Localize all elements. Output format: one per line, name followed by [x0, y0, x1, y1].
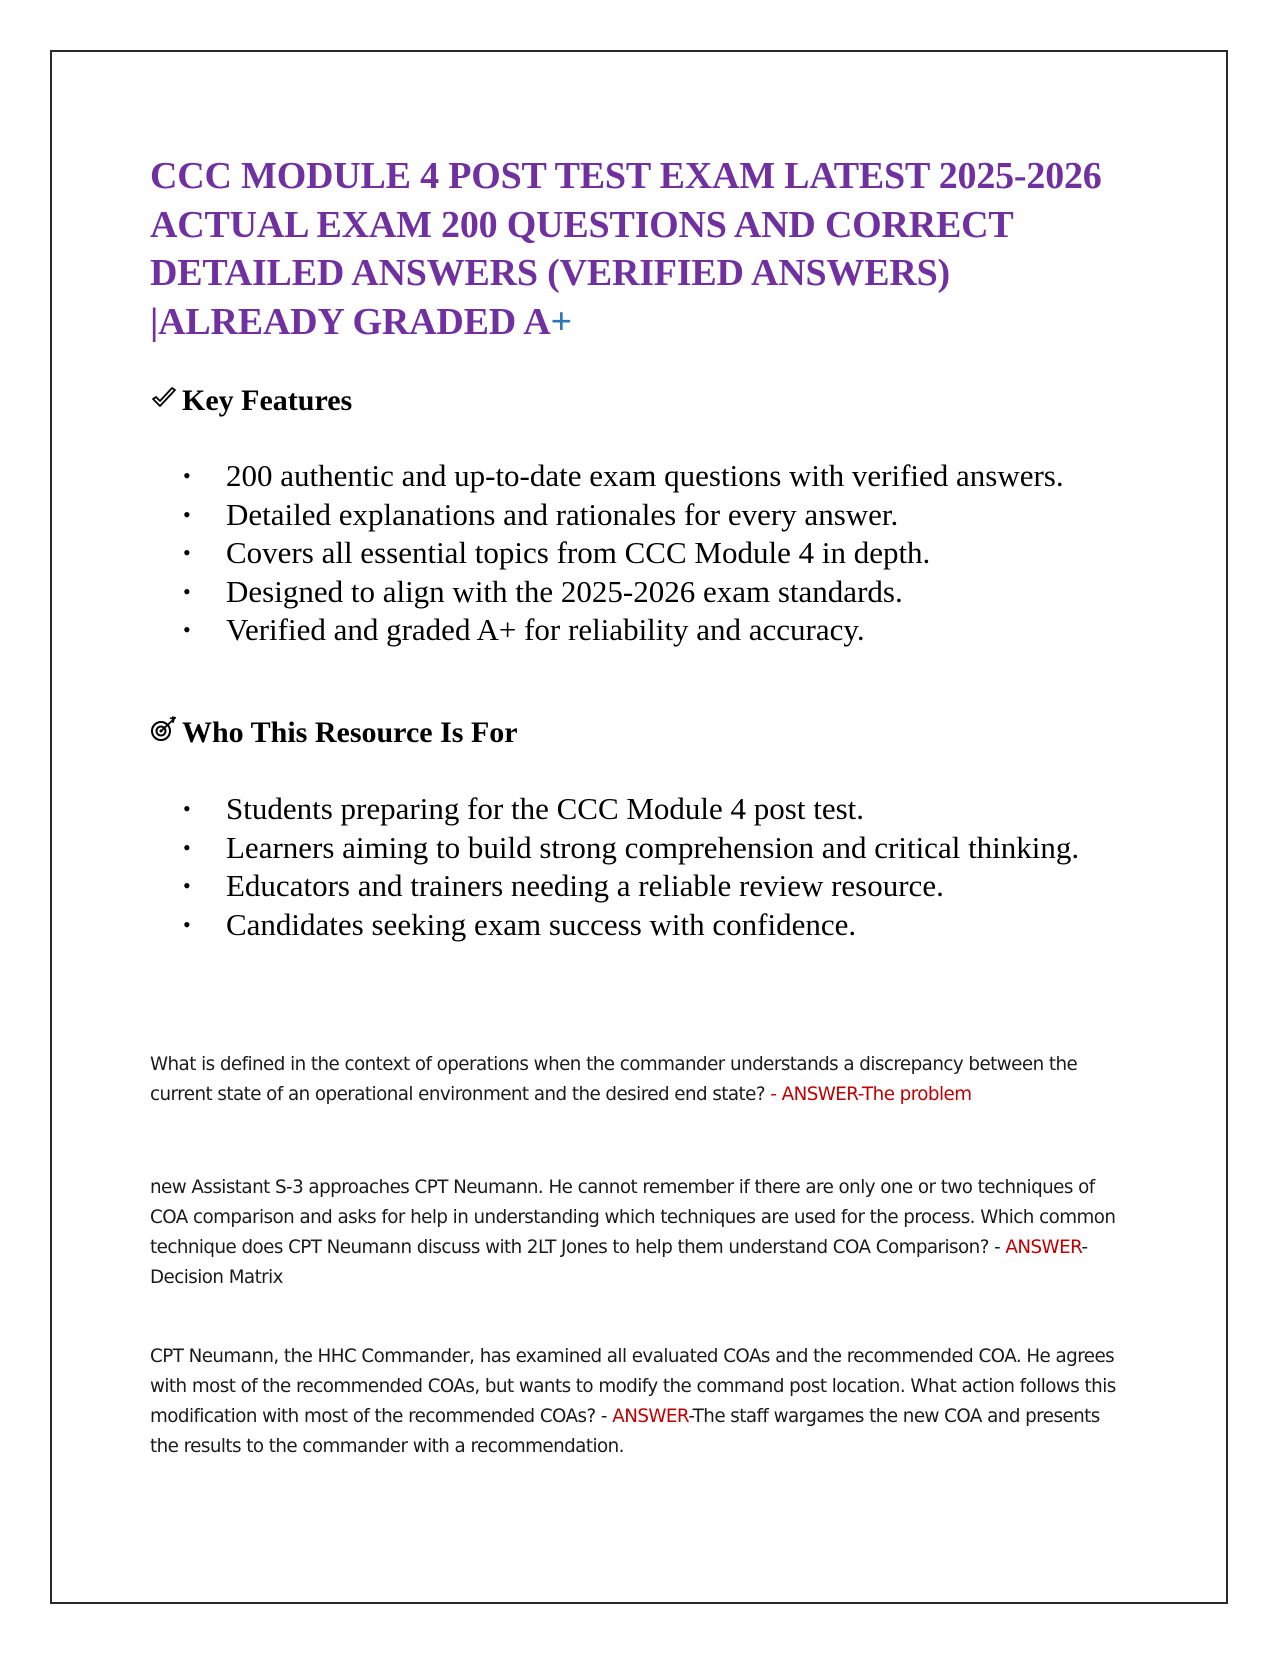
answer-separator: -	[765, 1084, 782, 1105]
list-item: • Designed to align with the 2025-2026 exam standards.	[150, 573, 1090, 612]
question-block	[150, 1173, 1130, 1293]
answer-separator: -	[988, 1237, 1006, 1258]
answer-label: ANSWER	[1005, 1237, 1082, 1258]
key-features-heading	[150, 383, 352, 419]
key-features-heading-text: Key Features	[182, 384, 353, 417]
audience-heading-text: Who This Resource Is For	[182, 716, 518, 749]
answer-label: ANSWER	[612, 1406, 689, 1427]
question-text: CPT Neumann, the HHC Commander, has examined all evaluated COAs and the recommended COA. He agrees with most of the recommended COAs, but wants to modify the command post location. What action follows this modification with most of the recommended COAs?	[150, 1346, 1116, 1427]
title-plus: +	[550, 300, 572, 343]
answer-label: ANSWER	[781, 1084, 858, 1105]
list-item: • Verified and graded A+ for reliability and accuracy.	[150, 611, 1090, 650]
list-item: • Detailed explanations and rationales for every answer.	[150, 496, 1090, 535]
list-item: • Students preparing for the CCC Module 4 post test.	[150, 790, 1090, 829]
document-title	[150, 152, 1150, 346]
audience-heading	[150, 715, 518, 751]
list-item: • 200 authentic and up-to-date exam questions with verified answers.	[150, 457, 1090, 496]
target-icon	[150, 715, 182, 751]
audience-list	[150, 790, 1090, 944]
title-line: DETAILED ANSWERS (VERIFIED ANSWERS)	[150, 252, 950, 294]
question-text: What is defined in the context of operations when the commander understands a discrepancy between the current state of an operational environment and the desired end state?	[150, 1054, 1078, 1105]
key-features-list	[150, 457, 1090, 650]
answer-text: -Decision Matrix	[150, 1237, 1088, 1288]
list-item: • Educators and trainers needing a reliable review resource.	[150, 867, 1090, 906]
list-item: • Covers all essential topics from CCC Module 4 in depth.	[150, 534, 1090, 573]
title-line	[150, 298, 1150, 347]
answer-text: -The staff wargames the new COA and presents the results to the commander with a recommendation.	[150, 1406, 1100, 1457]
answer-separator: -	[595, 1406, 613, 1427]
question-block	[150, 1050, 1130, 1110]
title-line: CCC MODULE 4 POST TEST EXAM LATEST 2025-2026	[150, 155, 1102, 197]
check-mark-icon	[150, 383, 182, 419]
question-text: new Assistant S-3 approaches CPT Neumann. He cannot remember if there are only one or two techniques of COA comparison and asks for help in understanding which techniques are used for the process. Which common technique does CPT Neumann discuss with 2LT Jones to help them understand COA Comparison?	[150, 1177, 1116, 1258]
title-line-text: |ALREADY GRADED A	[150, 300, 551, 343]
list-item: • Learners aiming to build strong comprehension and critical thinking.	[150, 829, 1090, 868]
title-line: ACTUAL EXAM 200 QUESTIONS AND CORRECT	[150, 203, 1014, 246]
list-item: • Candidates seeking exam success with confidence.	[150, 906, 1090, 945]
answer-text: -The problem	[857, 1084, 972, 1105]
question-block	[150, 1342, 1130, 1462]
